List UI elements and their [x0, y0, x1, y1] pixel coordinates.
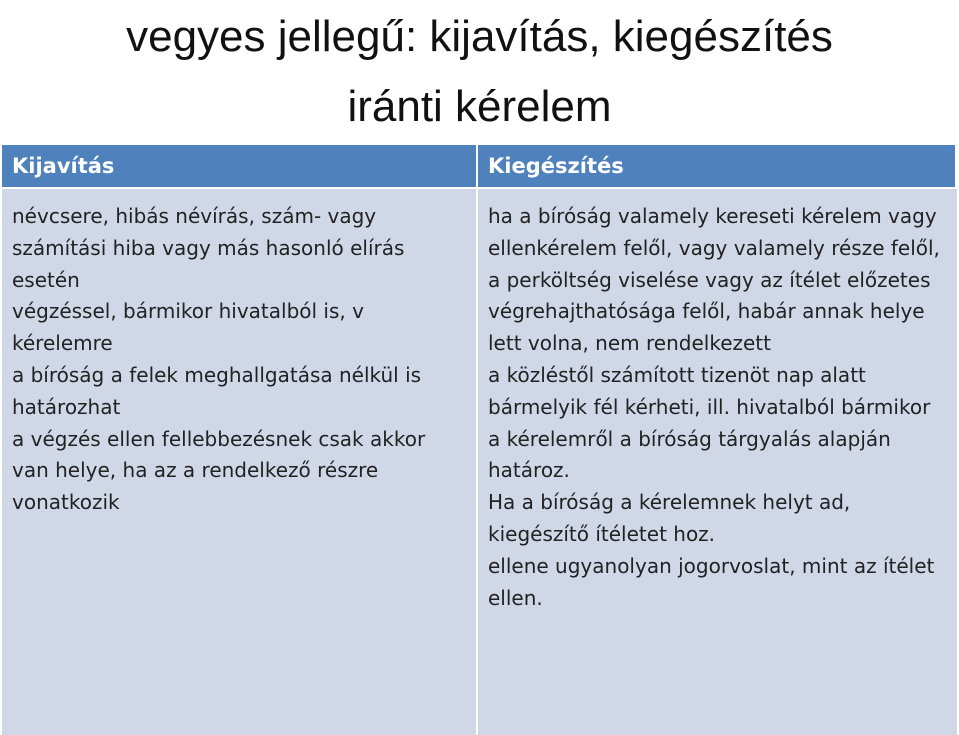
- slide-title-line-1: vegyes jellegű: kijavítás, kiegészítés: [126, 12, 833, 61]
- kijavitas-paragraph-2: végzéssel, bármikor hivatalból is, v kérelemre: [12, 299, 364, 356]
- cell-kiegeszites: [478, 187, 957, 735]
- kijavitas-paragraph-1: névcsere, hibás névírás, szám- vagy számítási hiba vagy más hasonló elírás esetén: [12, 204, 405, 292]
- kiegeszites-paragraph-1: ha a bíróság valamely kereseti kérelem vagy ellenkérelem felől, vagy valamely része felől, a perköltség viselése vagy az ítélet előzetes végrehajthatósága felől, habár annak helye lett volna, nem rendelkezett: [488, 204, 940, 356]
- kiegeszites-paragraph-3: a kérelemről a bíróság tárgyalás alapján határoz.: [488, 426, 891, 483]
- slide-title: [0, 0, 959, 142]
- kiegeszites-paragraph-4: Ha a bíróság a kérelemnek helyt ad, kiegészítő ítéletet hoz.: [488, 490, 851, 546]
- cell-kijavitas: [2, 187, 478, 735]
- slide-title-line-2: iránti kérelem: [347, 82, 612, 131]
- kijavitas-paragraph-4: a végzés ellen fellebbezésnek csak akkor van helye, ha az a rendelkező részre vonatkozik: [12, 426, 426, 515]
- header-kijavitas: Kijavítás: [2, 145, 478, 187]
- kiegeszites-paragraph-5: ellene ugyanolyan jogorvoslat, mint az ítélet ellen.: [488, 553, 935, 610]
- kijavitas-paragraph-3: a bíróság a felek meghallgatása nélkül is határozhat: [12, 362, 422, 419]
- comparison-table: [2, 145, 957, 735]
- header-kiegeszites: Kiegészítés: [478, 145, 957, 187]
- kiegeszites-paragraph-2: a közléstől számított tizenöt nap alatt bármelyik fél kérheti, ill. hivatalból bármikor: [488, 362, 931, 419]
